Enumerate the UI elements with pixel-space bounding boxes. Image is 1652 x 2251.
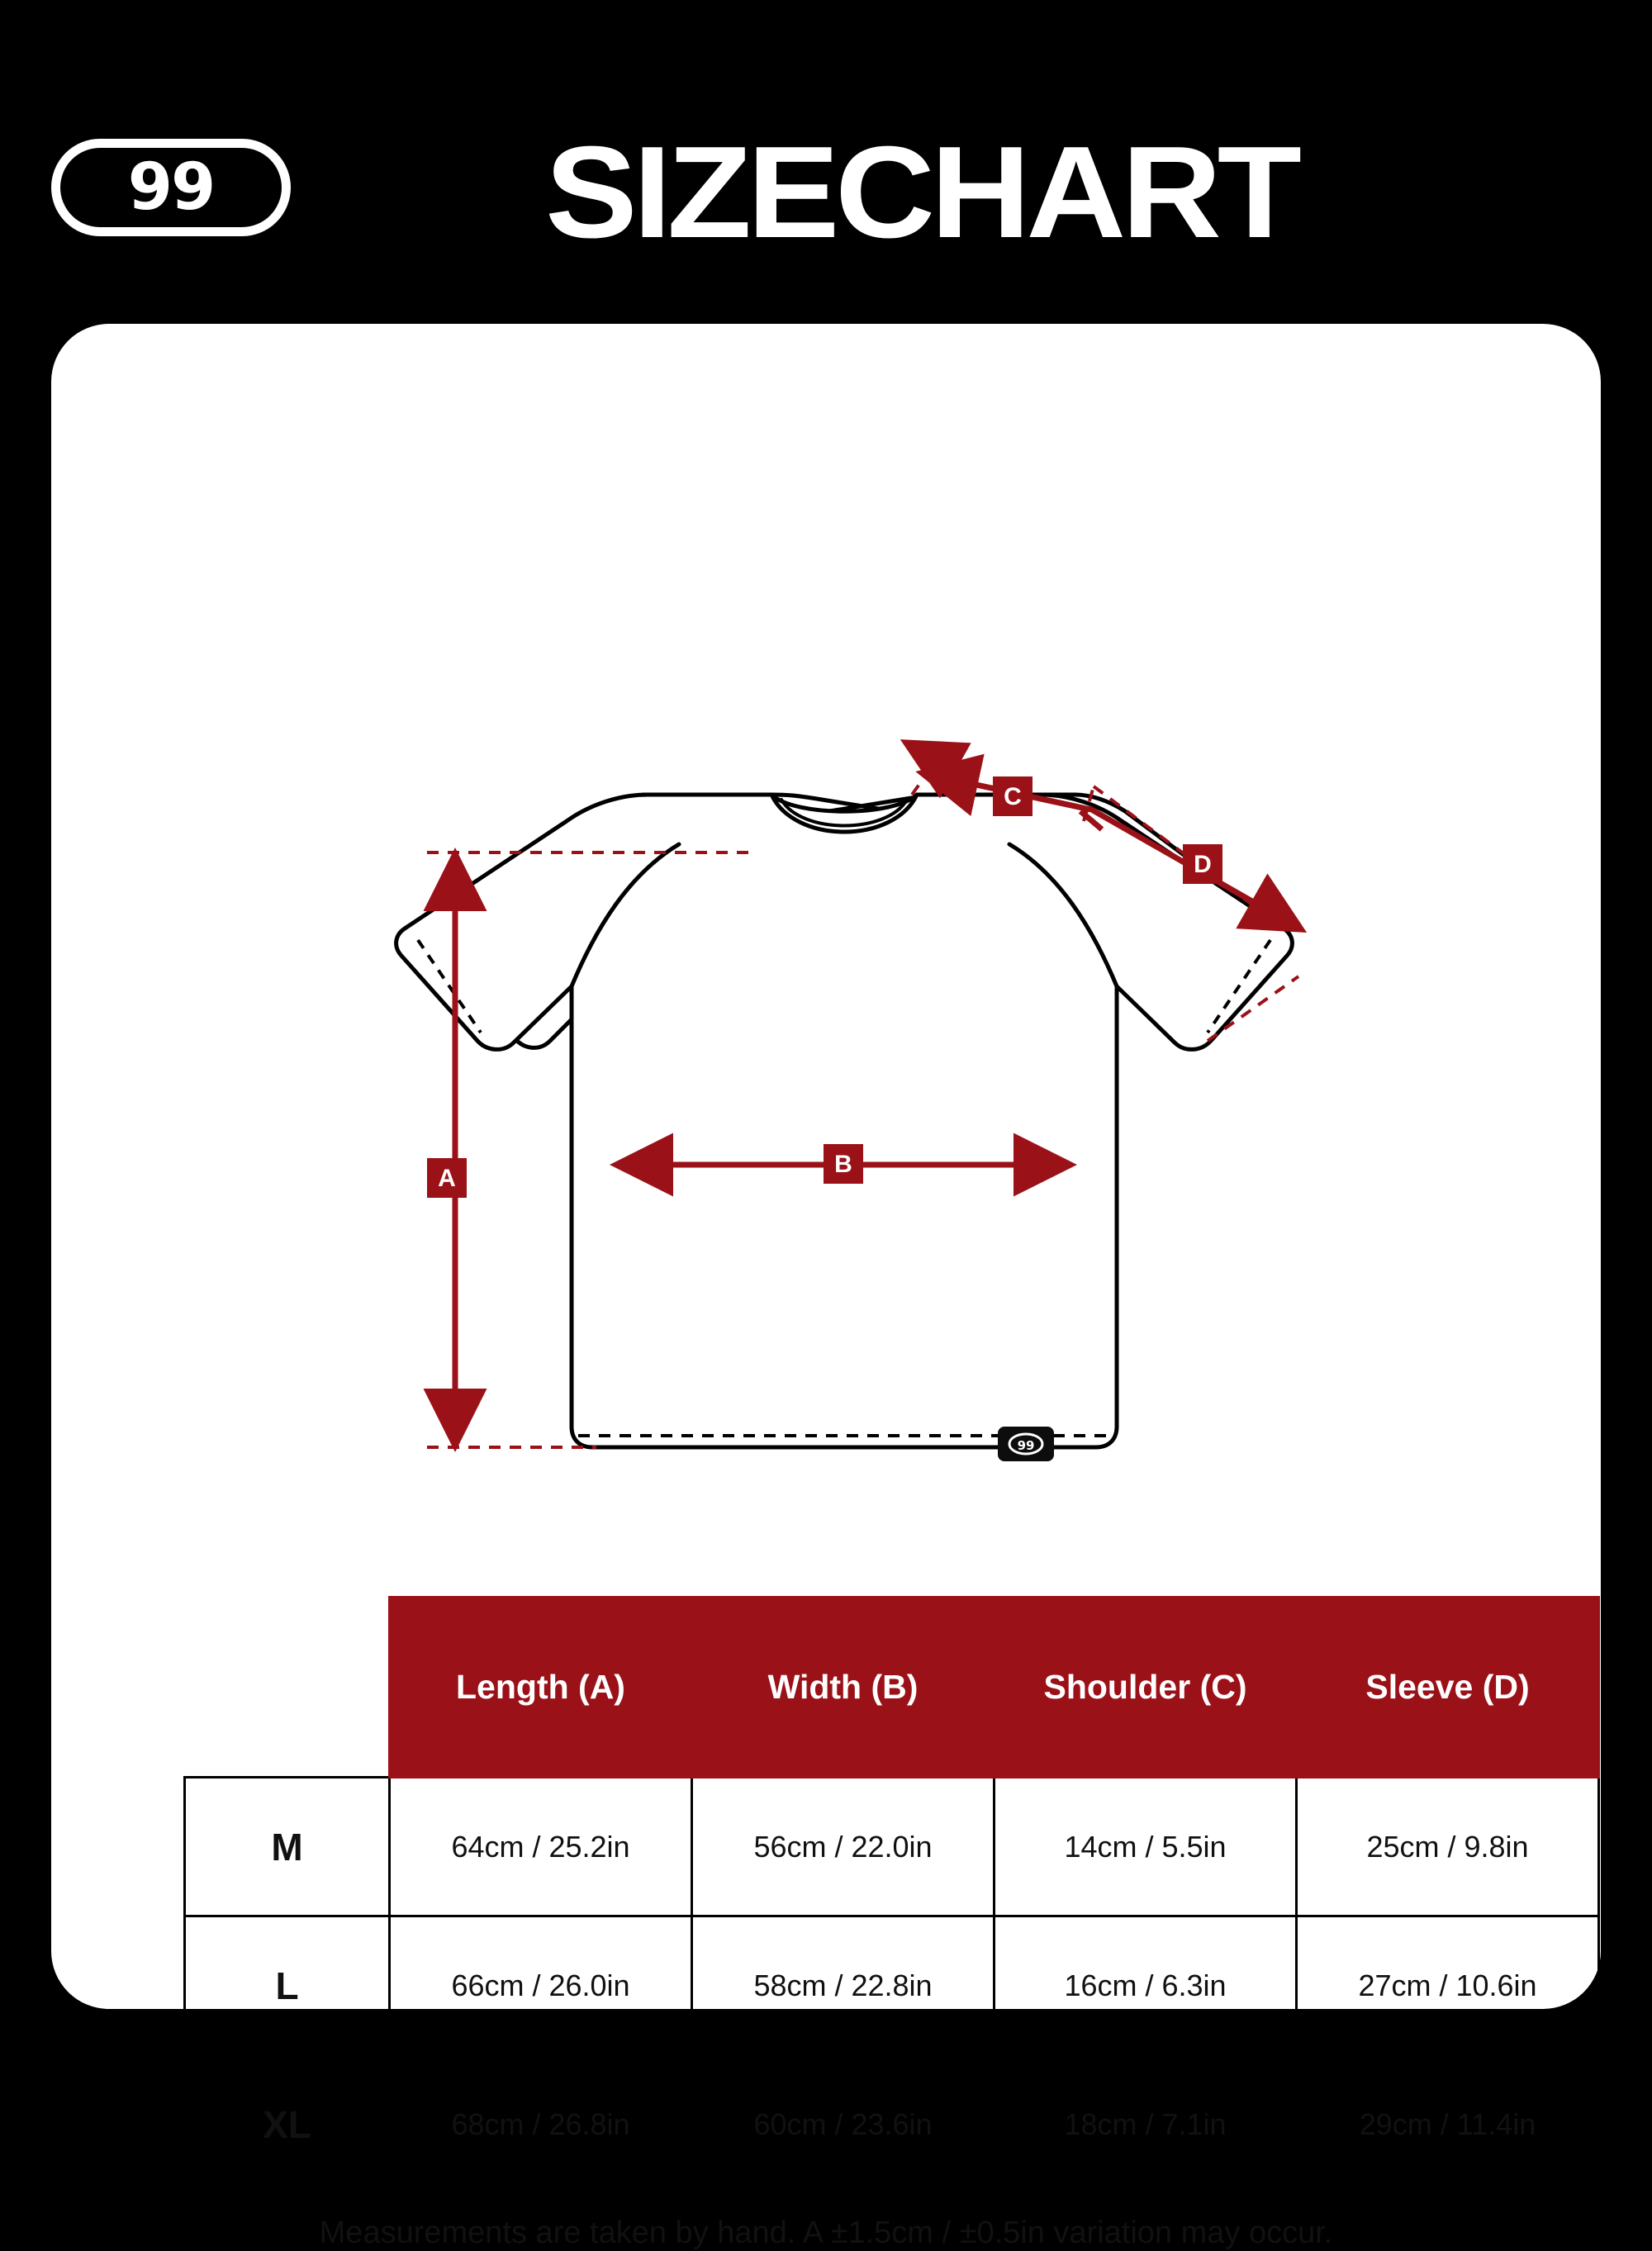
table-row [185, 1778, 1599, 1916]
page-header [0, 59, 1652, 265]
row-size-xl: XL [185, 2055, 390, 2194]
column-header-width: Width (B) [692, 1598, 995, 1778]
cell-l-sleeve: 27cm / 10.6in [1297, 1916, 1599, 2055]
marker-b-label [51, 1579, 52, 1580]
marker-d-label [51, 1579, 52, 1580]
cell-xl-width: 60cm / 23.6in [692, 2055, 995, 2194]
cell-m-sleeve: 25cm / 9.8in [1297, 1778, 1599, 1916]
svg-text:C: C [1004, 783, 1022, 810]
content-card [51, 324, 1601, 2250]
cell-xl-sleeve: 29cm / 11.4in [1297, 2055, 1599, 2194]
size-table-head [185, 1598, 1599, 1778]
svg-text:99: 99 [1017, 1438, 1035, 1453]
brand-logo-text: 99 [127, 150, 215, 225]
page-title: SIZECHART [545, 120, 1298, 265]
table-corner-cell [185, 1598, 390, 1778]
cell-l-width: 58cm / 22.8in [692, 1916, 995, 2055]
garment-print-text [51, 1579, 52, 1580]
brand-logo [51, 139, 291, 236]
table-row [185, 1916, 1599, 2055]
row-size-m: M [185, 1778, 390, 1916]
svg-text:A: A [438, 1165, 456, 1192]
table-row [185, 2055, 1599, 2194]
size-table-body [185, 1778, 1599, 2194]
column-header-sleeve: Sleeve (D) [1297, 1598, 1599, 1778]
svg-text:D: D [1194, 851, 1212, 878]
marker-c-label [51, 1579, 52, 1580]
cell-m-width: 56cm / 22.0in [692, 1778, 995, 1916]
hem-tag-label [51, 1579, 52, 1580]
row-size-l: L [185, 1916, 390, 2055]
size-table [183, 1596, 1600, 2195]
cell-m-shoulder: 14cm / 5.5in [995, 1778, 1297, 1916]
measurement-footnote: Measurements are taken by hand. A ±1.5cm / ±0.5in variation may occur. [319, 2215, 1333, 2250]
cell-l-length: 66cm / 26.0in [390, 1916, 692, 2055]
size-table-wrapper [183, 1596, 1597, 2195]
column-header-shoulder: Shoulder (C) [995, 1598, 1297, 1778]
cell-m-length: 64cm / 25.2in [390, 1778, 692, 1916]
tshirt-measurement-diagram [51, 349, 1601, 1579]
cell-xl-shoulder: 18cm / 7.1in [995, 2055, 1297, 2194]
cell-l-shoulder: 16cm / 6.3in [995, 1916, 1297, 2055]
svg-text:B: B [834, 1151, 852, 1178]
column-header-length: Length (A) [390, 1598, 692, 1778]
table-header-row [185, 1598, 1599, 1778]
marker-a-label [51, 1579, 52, 1580]
cell-xl-length: 68cm / 26.8in [390, 2055, 692, 2194]
